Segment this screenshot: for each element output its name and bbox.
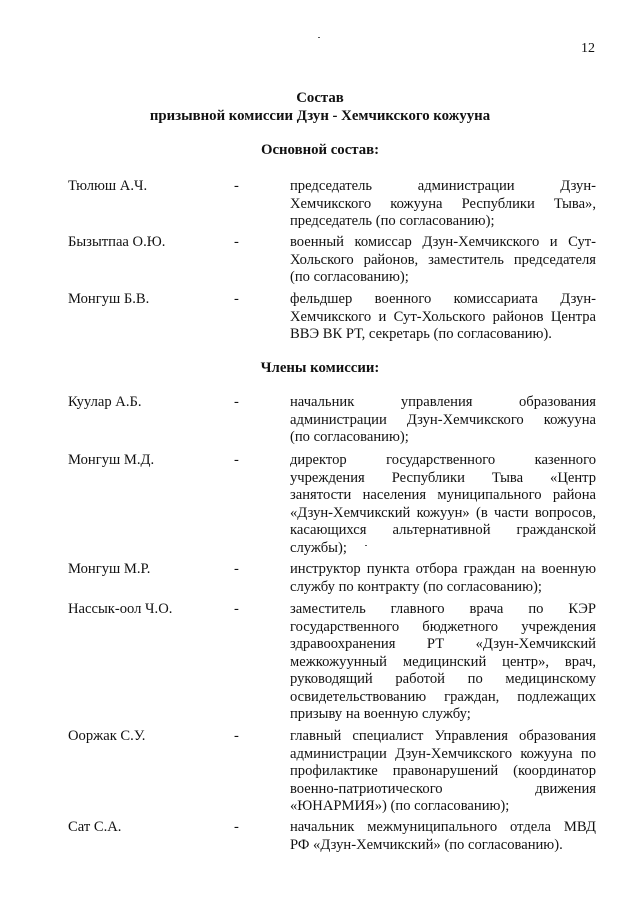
- role-line: администрации Дзун-Хемчикского кожууна по: [290, 745, 596, 762]
- role-line: военно-патриотического движения: [290, 780, 596, 797]
- section-heading-main: Основной состав:: [260, 142, 380, 158]
- role-line: межкожуунный медицинский центр», врач,: [290, 653, 596, 670]
- member-name: Сат С.А.: [68, 819, 122, 835]
- role-line: фельдшер военного комиссариата Дзун-: [290, 291, 596, 307]
- member-name: Монгуш М.Д.: [68, 452, 155, 468]
- role-line: инструктор пункта отбора граждан на военную: [290, 561, 596, 577]
- role-line: начальник управления образования: [290, 394, 596, 410]
- member-role: [290, 394, 596, 447]
- member-name: Бызытпаа О.Ю.: [68, 234, 166, 250]
- role-line: главный специалист Управления образования: [290, 728, 596, 744]
- role-line: военный комиссар Дзун-Хемчикского и Сут-: [290, 234, 596, 250]
- role-line: Хемчикского и Сут-Хольского районов Центра: [290, 308, 596, 325]
- role-line: «ЮНАРМИЯ») (по согласованию);: [290, 798, 510, 814]
- role-line: председатель (по согласованию);: [290, 213, 495, 229]
- role-line: здравоохранения РТ «Дзун-Хемчикский: [290, 636, 596, 652]
- role-line: призыву на военную службу;: [290, 706, 471, 722]
- member-dash: -: [234, 819, 239, 835]
- member-name: Нассык-оол Ч.О.: [68, 601, 173, 617]
- role-line: государственного бюджетного учреждения: [290, 618, 596, 635]
- title-line-2: призывной комиссии Дзун - Хемчикского кожууна: [149, 108, 491, 124]
- member-name: Куулар А.Б.: [68, 394, 142, 410]
- section-heading-members: Члены комиссии:: [260, 360, 380, 376]
- member-role: [290, 601, 596, 724]
- member-dash: -: [234, 452, 239, 468]
- role-line: «Дзун-Хемчикский кожуун» (в части вопросов,: [290, 504, 596, 521]
- member-name: Монгуш Б.В.: [68, 291, 150, 307]
- member-dash: -: [234, 728, 239, 744]
- member-role: [290, 178, 596, 231]
- role-line: (по согласованию);: [290, 269, 409, 285]
- member-role: [290, 819, 596, 854]
- role-line: ВВЭ ВК РТ, секретарь (по согласованию).: [290, 326, 552, 342]
- role-line: касающихся альтернативной гражданской: [290, 522, 596, 538]
- role-line: председатель администрации Дзун-: [290, 178, 596, 194]
- role-line: администрации Дзун-Хемчикского кожууна: [290, 411, 596, 428]
- role-line: службу по контракту (по согласованию);: [290, 578, 542, 595]
- member-dash: -: [234, 561, 239, 577]
- member-role: [290, 728, 596, 816]
- role-line: руководящий работой по медицинскому: [290, 671, 596, 687]
- role-line: службы);: [290, 539, 347, 556]
- role-line: занятости населения муниципального района: [290, 487, 596, 503]
- member-name: Ооржак С.У.: [68, 728, 146, 744]
- member-role: [290, 561, 596, 596]
- role-line: профилактике правонарушений (координатор: [290, 763, 596, 779]
- member-dash: -: [234, 291, 239, 307]
- role-line: учреждения Республики Тыва «Центр: [290, 469, 596, 486]
- title-line-1: Состав: [296, 90, 344, 106]
- role-line: (по согласованию);: [290, 429, 409, 445]
- member-dash: -: [234, 394, 239, 410]
- role-line: освидетельствованию граждан, подлежащих: [290, 688, 596, 705]
- member-role: [290, 291, 596, 344]
- document-title: [0, 90, 640, 126]
- member-name: Монгуш М.Р.: [68, 561, 151, 577]
- member-role: [290, 452, 596, 557]
- role-line: Хольского районов, заместитель председателя: [290, 251, 596, 268]
- role-line: начальник межмуниципального отдела МВД: [290, 819, 596, 835]
- page-number: 12: [581, 41, 595, 56]
- scan-speck: [318, 37, 320, 38]
- role-line: директор государственного казенного: [290, 452, 596, 468]
- role-line: Хемчикского кожууна Республики Тыва»,: [290, 195, 596, 212]
- member-dash: -: [234, 601, 239, 617]
- member-dash: -: [234, 178, 239, 194]
- role-line: РФ «Дзун-Хемчикский» (по согласованию).: [290, 836, 563, 853]
- role-line: заместитель главного врача по КЭР: [290, 601, 596, 617]
- member-role: [290, 234, 596, 287]
- member-dash: -: [234, 234, 239, 250]
- member-name: Тюлюш А.Ч.: [68, 178, 148, 194]
